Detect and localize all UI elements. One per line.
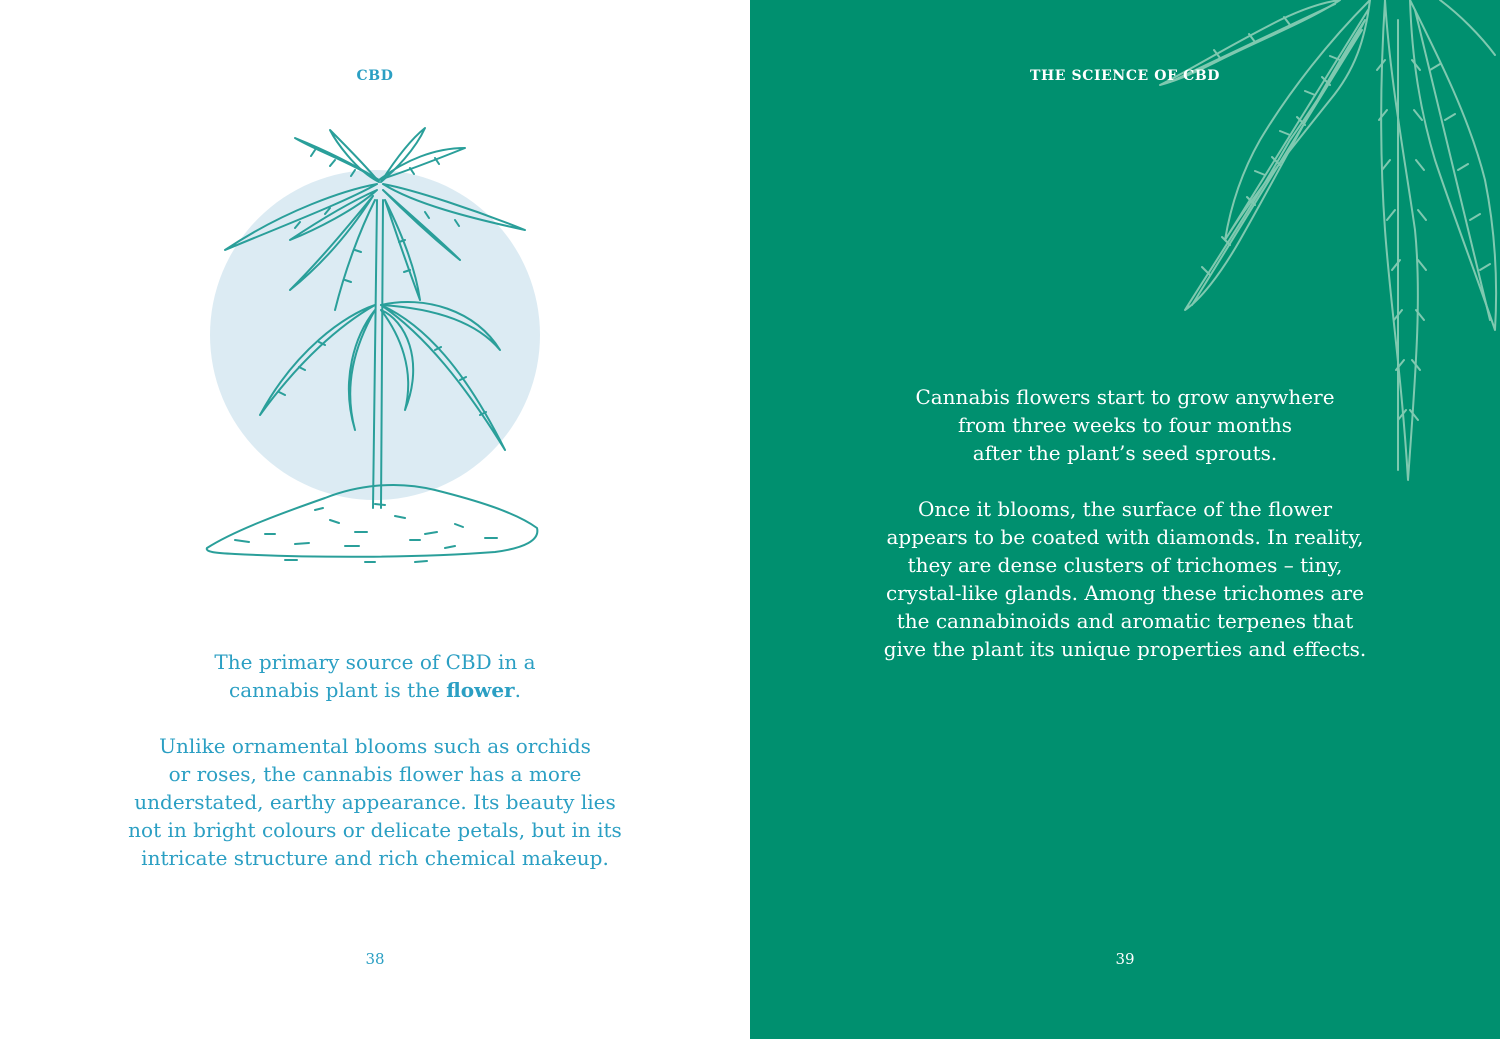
body-line: from three weeks to four months (957, 413, 1293, 437)
left-body-text (0, 648, 750, 872)
body-line: after the plant’s seed sprouts. (972, 441, 1278, 465)
body-line: they are dense clusters of trichomes – tiny, (907, 553, 1343, 577)
body-line: intricate structure and rich chemical makeup. (141, 846, 609, 870)
intro-line-1: The primary source of CBD in a (214, 650, 536, 674)
page-number-right: 39 (1115, 950, 1135, 968)
cannabis-plant-icon (195, 120, 555, 580)
flower-emphasis: flower (446, 678, 515, 702)
right-body-text (750, 383, 1500, 663)
intro-line-2 (0, 676, 750, 704)
body-line: or roses, the cannabis flower has a more (168, 762, 582, 786)
body-line: not in bright colours or delicate petals, but in its (128, 818, 622, 842)
body-line: crystal-like glands. Among these trichomes are (886, 581, 1364, 605)
body-line: the cannabinoids and aromatic terpenes that (896, 609, 1354, 633)
body-line: Cannabis flowers start to grow anywhere (915, 385, 1335, 409)
running-head-right: THE SCIENCE OF CBD (1029, 68, 1221, 84)
body-line: understated, earthy appearance. Its beauty lies (134, 790, 616, 814)
body-line: Once it blooms, the surface of the flower (917, 497, 1333, 521)
page-number-left: 38 (365, 950, 385, 968)
intro-line-2-text: cannabis plant is the (229, 678, 447, 702)
intro-line-2-end: . (514, 678, 521, 702)
running-head-left: CBD (356, 68, 394, 84)
body-line: Unlike ornamental blooms such as orchids (159, 734, 591, 758)
right-page (750, 0, 1500, 1039)
body-line: give the plant its unique properties and effects. (883, 637, 1367, 661)
body-line: appears to be coated with diamonds. In reality, (886, 525, 1364, 549)
